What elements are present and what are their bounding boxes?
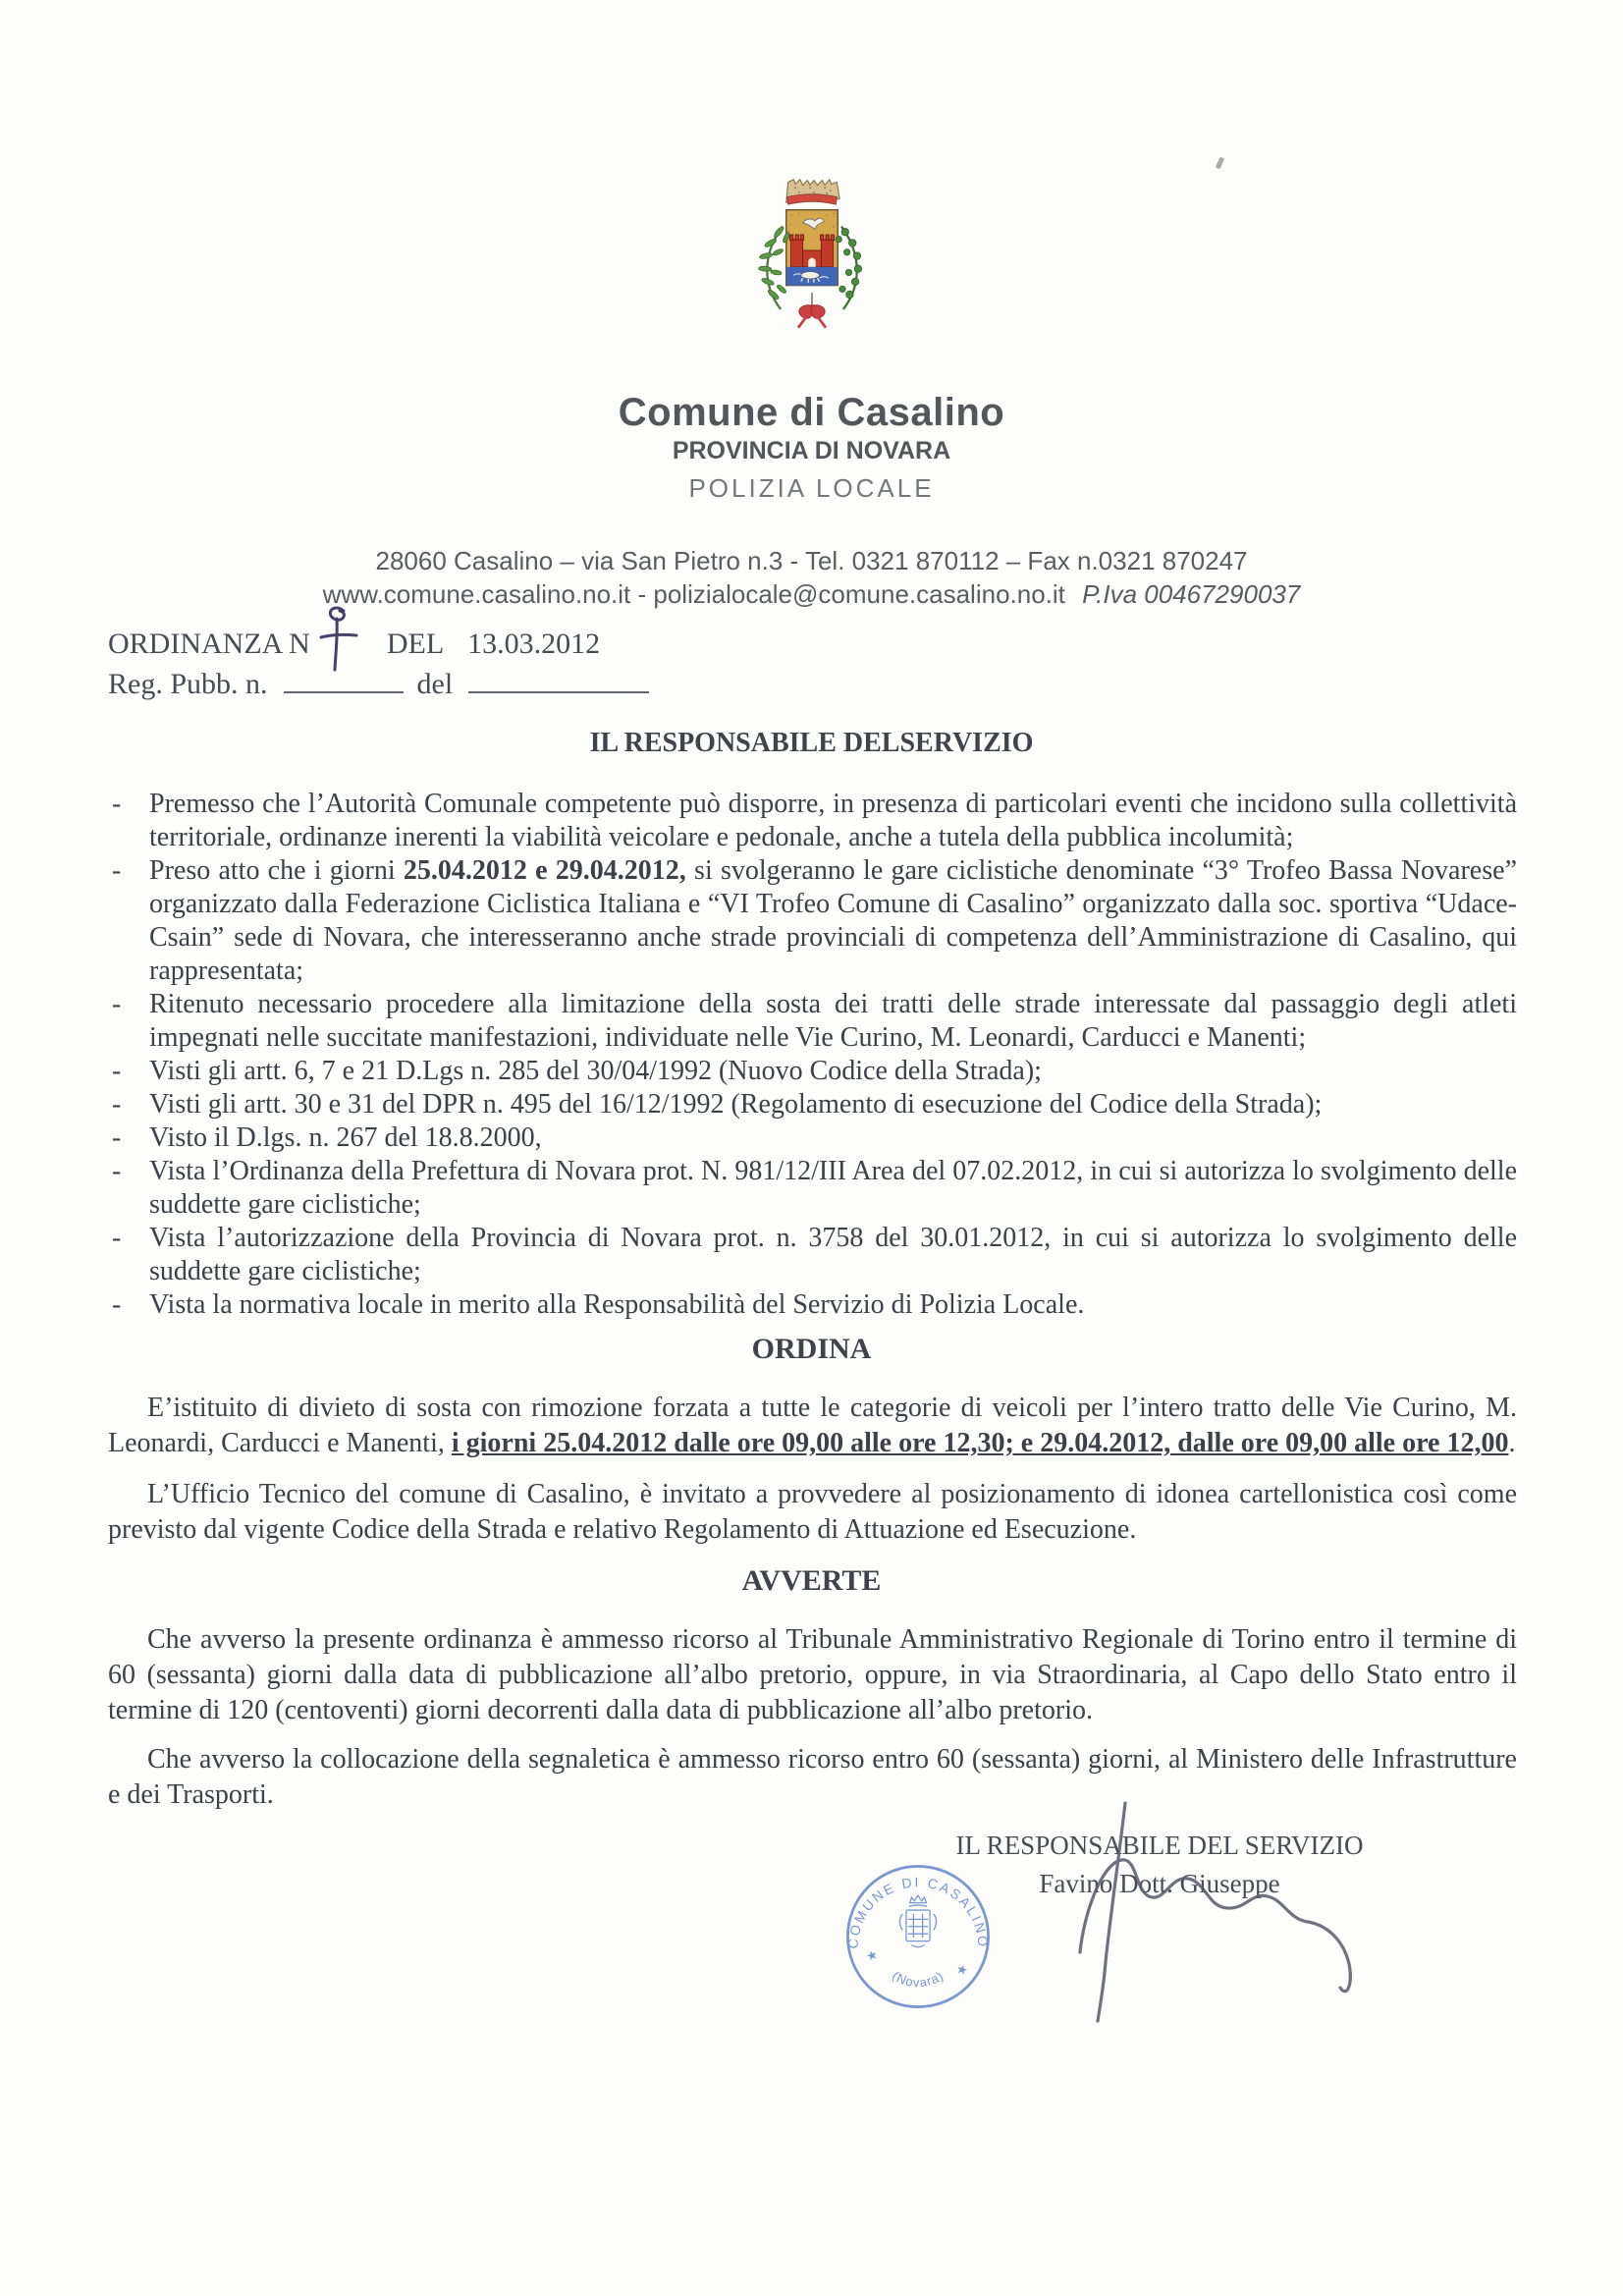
text-segment: Premesso che l’Autorità Comunale competente può disporre, in presenza di particolari eventi che incidono sulla collettività territoriale, ordinanze inerenti la viabilità veicolare e pedonale, anche a tutela della pubblica incolumità;: [149, 789, 1517, 852]
text-segment: Ritenuto necessario procedere alla limitazione della sosta dei tratti delle strade interessate dal passaggio degli atleti impegnati nelle succitate manifestazioni, individuate nelle Vie Curino, M. Leonardi, Carducci e Manenti;: [149, 989, 1517, 1053]
premise-text: [149, 1289, 1084, 1320]
service-manager-heading: IL RESPONSABILE DELSERVIZIO: [589, 728, 1034, 758]
paragraph: [108, 1477, 1517, 1548]
premise-text: [149, 1089, 1322, 1120]
ordinance-header: [108, 625, 1623, 705]
premise-item: [108, 1055, 1517, 1088]
stamp-center-crest: [899, 1895, 936, 1947]
ordinance-label: ORDINANZA N: [108, 628, 310, 660]
text-segment: Che avverso la collocazione della segnaletica è ammesso ricorso entro 60 (sessanta) giorni, al Ministero delle Infrastrutture e dei Trasporti.: [108, 1744, 1517, 1810]
vat-text: P.Iva 00467290037: [1082, 579, 1301, 609]
bullet-dash: -: [112, 1089, 122, 1120]
ordinance-number-line: [108, 625, 1623, 664]
premise-item: [108, 1155, 1517, 1222]
registry-date-blank: [468, 689, 649, 693]
crest-ribbon: [797, 293, 825, 328]
registry-label: Reg. Pubb. n.: [108, 668, 268, 700]
registry-number-blank: [284, 689, 404, 693]
text-segment: Vista l’Ordinanza della Prefettura di Novara prot. N. 981/12/III Area del 07.02.2012, in cui si autorizza lo svolgimento delle suddette gare ciclistiche;: [149, 1156, 1517, 1220]
web-email-text: www.comune.casalino.no.it - polizialocale@comune.casalino.no.it: [322, 579, 1065, 609]
ordinance-del-label: DEL: [386, 628, 445, 660]
bullet-dash: -: [112, 1223, 122, 1253]
premise-text: [149, 1223, 1517, 1286]
avverte-heading: AVVERTE: [741, 1564, 882, 1597]
ordinance-date: 13.03.2012: [467, 628, 601, 660]
svg-text:COMUNE DI CASALINO: [844, 1874, 991, 1949]
premises-list: [108, 788, 1517, 1322]
stamp-ring-text: COMUNE DI CASALINO: [844, 1874, 992, 1949]
address-line: 28060 Casalino – via San Pietro n.3 - Tel. 0321 870112 – Fax n.0321 870247: [375, 546, 1248, 575]
signer-role: IL RESPONSABILE DEL SERVIZIO: [955, 1831, 1364, 1860]
crest-oak-branch: [836, 227, 862, 309]
handwritten-number-icon: [318, 625, 359, 664]
scan-speck: [1216, 157, 1224, 170]
premise-item: [108, 988, 1517, 1055]
paragraph: [108, 1391, 1517, 1461]
contacts-line: [0, 577, 1623, 611]
text-segment: Visti gli artt. 30 e 31 del DPR n. 495 del 16/12/1992 (Regolamento di esecuzione del Codice della Strada);: [149, 1089, 1323, 1120]
bullet-dash: -: [112, 1056, 122, 1086]
signature-ink-icon: [1060, 1795, 1394, 2031]
bullet-dash: -: [112, 789, 122, 819]
text-segment: Preso atto che i giorni: [149, 855, 404, 886]
text-segment: Vista l’autorizzazione della Provincia di Novara prot. n. 3758 del 30.01.2012, in cui si autorizza lo svolgimento delle suddette gare ciclistiche;: [149, 1223, 1517, 1286]
avverte-paragraphs: [108, 1622, 1517, 1813]
bullet-dash: -: [112, 1289, 122, 1320]
premise-item: [108, 788, 1517, 854]
text-segment: E’istituito di divieto di sosta con rimozione forzata a tutte le categorie di veicoli per l’intero tratto delle Vie Curino, M. Leonardi, Carducci e Manenti,: [108, 1393, 1517, 1458]
text-segment: Visto il D.lgs. n. 267 del 18.8.2000,: [149, 1122, 542, 1153]
paragraph: [108, 1622, 1517, 1728]
municipal-stamp-icon: [840, 1859, 996, 2014]
premise-text: [149, 1156, 1517, 1220]
municipality-title: Comune di Casalino: [618, 391, 1005, 434]
premise-item: [108, 1288, 1517, 1322]
text-segment: Vista la normativa locale in merito alla Responsabilità del Servizio di Polizia Locale.: [149, 1289, 1085, 1320]
premise-text: [149, 989, 1517, 1053]
premise-item: [108, 854, 1517, 988]
letterhead: [0, 391, 1623, 611]
bullet-dash: -: [112, 855, 122, 886]
premise-text: [149, 789, 1517, 852]
bullet-dash: -: [112, 1122, 122, 1153]
text-segment: si svolgeranno le gare ciclistiche denominate “3° Trofeo Bassa Novarese” organizzato dalla Federazione Ciclistica Italiana e “VI Trofeo Comune di Casalino” organizzato dalla soc. sportiva “Udace-Csain” sede di Novara, che interesseranno anche strade provinciali di competenza dell’Amministrazione di Casalino, qui rappresentata;: [149, 855, 1517, 986]
province-subtitle: PROVINCIA DI NOVARA: [672, 437, 951, 465]
ink-numeral: [321, 608, 356, 670]
bullet-dash: -: [112, 989, 122, 1019]
text-segment: L’Ufficio Tecnico del comune di Casalino, è invitato a provvedere al posizionamento di idonea cartellonistica così come previsto dal vigente Codice della Strada e relativo Regolamento di Attuazione ed Esecuzione.: [108, 1479, 1517, 1545]
crest-shield: [785, 210, 838, 286]
bullet-dash: -: [112, 1156, 122, 1186]
signer-name: Favino Dott. Giuseppe: [1039, 1869, 1280, 1898]
premise-item: [108, 1088, 1517, 1121]
stamp-star-right: ★: [954, 1960, 970, 1979]
crest-crown: [785, 180, 839, 204]
text-segment: i giorni 25.04.2012 dalle ore 09,00 alle ore 12,30; e 29.04.2012, dalle ore 09,00 alle ore 12,00: [451, 1428, 1509, 1458]
svg-text:(Novara): [890, 1968, 947, 1990]
premise-text: [149, 1056, 1042, 1086]
premise-text: [149, 855, 1517, 986]
letterhead-contacts: [0, 544, 1623, 611]
department-subtitle: POLIZIA LOCALE: [688, 473, 935, 503]
registry-del-label: del: [416, 668, 454, 700]
text-segment: Che avverso la presente ordinanza è ammesso ricorso al Tribunale Amministrativo Regionale di Torino entro il termine di 60 (sessanta) giorni dalla data di pubblicazione all’albo pretorio, oppure, in via Straordinaria, al Capo dello Stato entro il termine di 120 (centoventi) giorni decorrenti dalla data di pubblicazione all’albo pretorio.: [108, 1624, 1517, 1725]
stamp-bottom-text: (Novara): [890, 1968, 947, 1991]
premise-item: [108, 1121, 1517, 1155]
ordina-paragraphs: [108, 1391, 1517, 1548]
premise-text: [149, 1122, 542, 1153]
text-segment: Visti gli artt. 6, 7 e 21 D.Lgs n. 285 del 30/04/1992 (Nuovo Codice della Strada);: [149, 1056, 1042, 1086]
stamp-star-left: ★: [864, 1946, 880, 1964]
coat-of-arms-icon: [738, 169, 886, 330]
text-segment: 25.04.2012 e 29.04.2012,: [403, 855, 686, 886]
text-segment: .: [1508, 1428, 1516, 1458]
premise-item: [108, 1222, 1517, 1288]
ordina-heading: ORDINA: [751, 1333, 872, 1365]
